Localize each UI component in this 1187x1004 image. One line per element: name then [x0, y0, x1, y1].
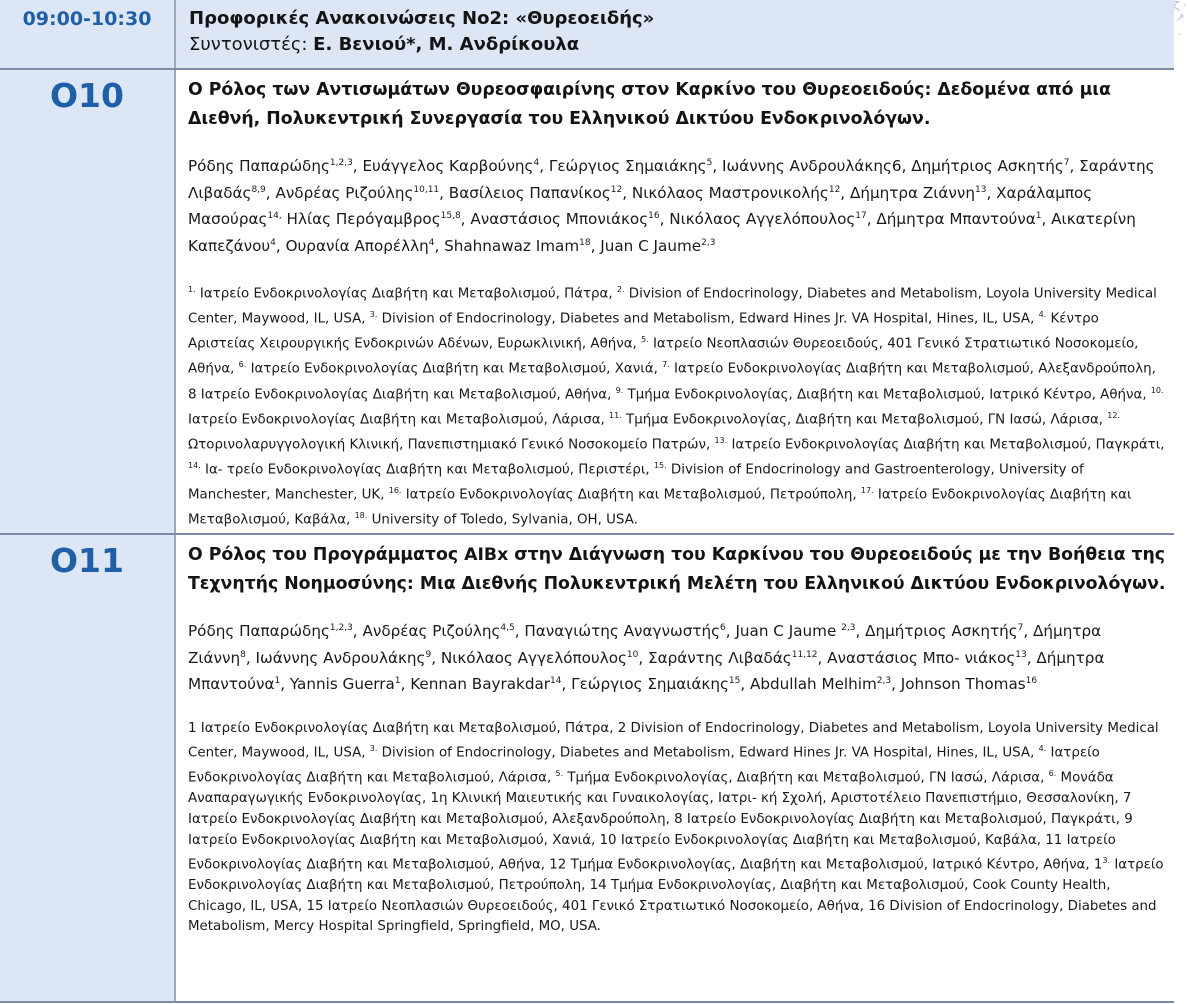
- author-name: Yannis Guerra: [289, 675, 395, 694]
- affiliation-number: 11.: [609, 410, 622, 420]
- author-name: Δήμητρα Ζιάννη: [188, 622, 1102, 667]
- author-name: Ιωάννης Ανδρουλάκης6: [721, 157, 902, 176]
- affiliation-text: Ιατρείο Ενδοκρινολογίας Διαβήτη και Μεταβολισμού, Παγκράτι,: [727, 437, 1165, 453]
- author-name: Αναστάσιος Μπονιάκος: [470, 210, 649, 229]
- affiliation-text: Τμήμα Ενδοκρινολογίας, Διαβήτη και Μεταβολισμού, Ιατρικό Κέντρο, Αθήνα,: [623, 386, 1151, 402]
- author-affiliation-index: 4: [533, 158, 540, 168]
- affiliation-number: 6.: [238, 360, 247, 370]
- affiliation-text: Ιατρείο Ενδοκρινολογίας Διαβήτη και Μεταβολισμού, Αλεξανδρούπολη, 8 Ιατρείο Ενδοκρινολογίας Διαβήτη και Μεταβολισμού, Αθήνα,: [188, 361, 1156, 402]
- author-affiliation-index: 10,11: [413, 184, 440, 195]
- author-list: Ρόδης Παπαρώδης$^{1,2,3}$, Ανδρέας Ριζούλης$^{4,5}$, Παναγιώτης Αναγνωστής$^6$, Juan C Jaume $^{2,3}$, Δημήτριος Ασκητής$^7$, Δήμητρα Ζιάννη$^8$, Ιωάννης Ανδρουλάκης$^9$, Νικόλαος Αγγελόπουλος$^{10}$, Σαράντης Λιβαδάς$^{11,12}$, Αναστάσιος Μπο- νιάκος$^{13}$, Δήμητρα Μπαντούνα$^1$, Yannis Guerra$^1$, Kennan Bayrakdar$^{14}$, Γεώργιος Σημαιάκης$^{15}$, Abdullah Melhim$^{2,3}$, Johnson Thomas$^{16}$: [188, 622, 1105, 694]
- affiliation-text: Ιατρείο Ενδοκρινολογίας Διαβήτη και Μεταβολισμού, Λάρισα,: [188, 412, 610, 428]
- author-affiliation-index: 12: [610, 184, 623, 195]
- author-affiliation-index: 9: [425, 649, 432, 660]
- abstract-title: Ο Ρόλος των Αντισωμάτων Θυρεοσφαιρίνης στον Καρκίνο του Θυρεοειδούς: Δεδομένα από μια Διεθνή, Πολυκεντρική Συνεργασία του Ελληνικού Δικτύου Ενδοκρινολόγων.: [188, 80, 1111, 129]
- author-affiliation-index: 15,8: [440, 211, 461, 222]
- author-affiliation-index: 4: [270, 237, 276, 248]
- session-moderators: [189, 32, 1174, 58]
- author-affiliation-index: 1,2,3: [329, 158, 353, 168]
- affiliation-number: 2.: [616, 285, 625, 295]
- affiliation-number: 6.: [1048, 769, 1057, 779]
- affiliation-list: [188, 719, 1166, 938]
- affiliation-text: Ιατρείο Ενδοκρινολογίας Διαβήτη και Μεταβολισμού, Λάρισα,: [188, 745, 1100, 786]
- affiliation-number: 9.: [615, 385, 624, 395]
- author-affiliation-index: 7: [1017, 623, 1024, 633]
- affiliation-text: Τμήμα Ενδοκρινολογίας, Διαβήτη και Μεταβολισμού, ΓΝ Ιασώ, Λάρισα,: [563, 770, 1049, 786]
- moderators-label: Συντονιστές:: [189, 34, 314, 55]
- author-affiliation-index: 14,: [267, 211, 282, 222]
- abstract-row: [0, 70, 1174, 533]
- author-name: Παναγιώτης Αναγνωστής: [524, 622, 721, 641]
- author-affiliation-index: 11,12: [791, 649, 818, 660]
- abstract-body: [174, 70, 1174, 533]
- author-name: Ουρανία Απορέλλη: [285, 236, 429, 255]
- affiliation-text: Κέντρο Αριστείας Χειρουργικής Ενδοκρινών Αδένων, Ευρωκλινική, Αθήνα,: [188, 311, 1099, 352]
- author-name: Ηλίας Περόγαμβρος: [286, 210, 441, 229]
- affiliation-number: 12.: [1107, 410, 1121, 420]
- author-name: Νικόλαος Αγγελόπουλος: [440, 648, 627, 667]
- author-affiliation-index: 16: [648, 211, 660, 222]
- affiliation-text: Τμήμα Ενδοκρινολογίας, Διαβήτη και Μεταβολισμού, ΓΝ Ιασώ, Λάρισα,: [621, 412, 1108, 428]
- page-edge-mark: ζ ⋅ ↗ ˎ: [1173, 0, 1187, 36]
- affiliation-text: Ωτορινολαρυγγολογική Κλινική, Πανεπιστημιακό Γενικό Νοσοκομείο Πατρών,: [188, 437, 715, 453]
- author-name: Johnson Thomas: [900, 675, 1026, 694]
- affiliation-number: 3.: [369, 744, 378, 754]
- author-name: Σαράντης Λιβαδάς: [188, 157, 1155, 202]
- affiliation-number: 17.: [860, 485, 874, 495]
- author-affiliation-index: 7: [1063, 158, 1070, 168]
- author-name: Ρόδης Παπαρώδης: [188, 157, 330, 176]
- author-affiliation-index: 6: [720, 623, 726, 633]
- author-name: Νικόλαος Αγγελόπουλος: [669, 210, 856, 229]
- affiliation-text: Μονάδα Αναπαραγωγικής Ενδοκρινολογίας, 1η Κλινική Μαιευτικής και Γυναικολογίας, Ιατρι- κή Σχολή, Αριστοτέλειο Πανεπιστήμιο, Θεσσαλονίκη, 7 Ιατρείο Ενδοκρινολογίας Διαβήτη και Μεταβολισμού, Αλεξανδρούπολη, 8 Ιατρείο Ενδοκρινολογίας Διαβήτη και Μεταβολισμού, Παγκράτι, 9 Ιατρείο Ενδοκρινολογίας Διαβήτη και Μεταβολισμού, Χανιά, 10 Ιατρείο Ενδοκρινολογίας Διαβήτη και Μεταβολισμού, Καβάλα, 11 Ιατρείο Ενδοκρινολογίας Διαβήτη και Μεταβολισμού, Αθήνα, 12 Τμήμα Ενδοκρινολογίας, Διαβήτη και Μεταβολισμού, Ιατρικό Κέντρο, Αθήνα, 1: [188, 770, 1133, 873]
- author-affiliation-index: 2,3: [701, 237, 716, 248]
- author-name: Juan C Jaume: [600, 236, 702, 255]
- abstract-body: [174, 535, 1174, 1002]
- author-name: Δήμητρα Μπαντούνα: [876, 210, 1036, 229]
- author-name: Γεώργιος Σημαιάκης: [571, 675, 729, 694]
- author-name: Δημήτριος Ασκητής: [865, 622, 1018, 641]
- author-name: Δημήτριος Ασκητής: [911, 157, 1064, 176]
- author-name: Ανδρέας Ριζούλης: [275, 183, 414, 202]
- affiliation-number: 13.: [714, 435, 728, 445]
- author-affiliation-index: 14: [550, 676, 562, 687]
- affiliation-number: 3.: [1102, 856, 1111, 866]
- author-affiliation-index: 4: [428, 237, 435, 248]
- abstract-code: O11: [0, 535, 174, 1002]
- author-affiliation-index: 4,5: [500, 623, 515, 633]
- affiliation-number: 18.: [354, 510, 368, 520]
- author-name: Βασίλειος Παπανίκος: [448, 183, 611, 202]
- author-name: Σαράντης Λιβαδάς: [648, 648, 792, 667]
- affiliation-number: 7.: [662, 360, 670, 370]
- affiliation-text: Ια- τρείο Ενδοκρινολογίας Διαβήτη και Μεταβολισμού, Περιστέρι,: [200, 462, 654, 478]
- author-name: Ρόδης Παπαρώδης: [188, 622, 330, 641]
- author-name: Δήμητρα Ζιάννη: [849, 183, 976, 202]
- author-affiliation-index: 13: [1015, 649, 1027, 660]
- author-affiliation-index: 1: [1035, 211, 1042, 222]
- affiliation-number: 14.: [188, 460, 201, 470]
- author-affiliation-index: 1,2,3: [329, 623, 353, 633]
- abstract-row: [0, 535, 1174, 1002]
- affiliation-text: Ιατρείο Ενδοκρινολογίας Διαβήτη και Μεταβολισμού, Πάτρα,: [195, 286, 617, 302]
- affiliation-text: Division of Endocrinology, Diabetes and Metabolism, Edward Hines Jr. VA Hospital, Hines, IL, USA,: [377, 311, 1039, 327]
- author-name: Αικατερίνη Καπεζάνου: [188, 210, 1136, 255]
- session-time: 09:00-10:30: [0, 0, 174, 68]
- author-affiliation-index: 8: [240, 649, 246, 660]
- affiliation-list: [188, 280, 1166, 531]
- author-name: Αναστάσιος Μπο- νιάκος: [827, 648, 1016, 667]
- affiliation-number: 5.: [555, 769, 564, 779]
- author-name: Kennan Bayrakdar: [410, 675, 551, 694]
- session-info: [174, 0, 1174, 68]
- author-affiliation-index: 12: [828, 184, 841, 195]
- affiliation-number: 3.: [369, 310, 378, 320]
- session-header-row: [0, 0, 1174, 70]
- author-name: Ιωάννης Ανδρουλάκης: [255, 648, 426, 667]
- affiliation-text: University of Toledo, Sylvania, OH, USA.: [367, 512, 638, 528]
- affiliation-number: 5.: [641, 335, 649, 345]
- author-name: Χαράλαμπος Μασούρας: [188, 183, 1093, 229]
- affiliation-text: Ιατρείο Ενδοκρινολογίας Διαβήτη και Μεταβολισμού, Πετρούπολη,: [401, 487, 861, 503]
- affiliation-text: Division of Endocrinology, Diabetes and Metabolism, Loyola University Medical Center, Maywood, IL, USA,: [188, 286, 1157, 327]
- author-affiliation-index: 13: [975, 184, 987, 195]
- author-name: Shahnawaz Imam: [444, 236, 580, 255]
- author-name: Νικόλαος Μαστρονικολής: [631, 183, 829, 202]
- session-title: Προφορικές Ανακοινώσεις Νο2: «Θυρεοειδής»: [189, 8, 655, 29]
- author-affiliation-index: 15: [728, 676, 741, 687]
- author-affiliation-index: 2,3: [876, 676, 892, 687]
- author-affiliation-index: 10: [626, 649, 639, 660]
- affiliation-text: 1 Ιατρείο Ενδοκρινολογίας Διαβήτη και Μεταβολισμού, Πάτρα, 2 Division of Endocrinology, Diabetes and Metabolism, Loyola University Medical Center, Maywood, IL, USA,: [188, 720, 1159, 761]
- author-affiliation-index: 18: [579, 237, 591, 248]
- author-name: Abdullah Melhim: [749, 675, 877, 694]
- affiliation-text: Division of Endocrinology, Diabetes and Metabolism, Edward Hines Jr. VA Hospital, Hines, IL, USA,: [377, 745, 1039, 761]
- affiliation-text: Ιατρείο Νεοπλασιών Θυρεοειδούς, 401 Γενικό Στρατιωτικό Νοσοκομείο, Αθήνα,: [188, 336, 1139, 377]
- author-affiliation-index: 2,3: [841, 623, 856, 633]
- author-affiliation-index: 16: [1025, 676, 1038, 687]
- divider: [0, 1001, 1174, 1003]
- author-name: Ανδρέας Ριζούλης: [362, 622, 501, 641]
- moderators-names: Ε. Βενιού*, Μ. Ανδρίκουλα: [313, 34, 580, 55]
- author-name: Ευάγγελος Καρβούνης: [362, 157, 534, 176]
- author-name: Juan C Jaume: [735, 622, 842, 641]
- author-name: Γεώργιος Σημαιάκης: [548, 157, 707, 176]
- affiliation-text: Ιατρείο Ενδοκρινολογίας Διαβήτη και Μεταβολισμού, Καβάλα,: [188, 487, 1132, 528]
- author-name: Δήμητρα Μπαντούνα: [188, 648, 1105, 694]
- author-affiliation-index: 17: [855, 211, 867, 222]
- affiliation-text: Division of Endocrinology and Gastroenterology, University of Manchester, Manchester, UK,: [188, 462, 1084, 503]
- affiliation-text: Ιατρείο Ενδοκρινολογίας Διαβήτη και Μεταβολισμού, Χανιά,: [246, 361, 663, 377]
- abstract-title: Ο Ρόλος του Προγράμματος AIBx στην Διάγνωση του Καρκίνου του Θυρεοειδούς με την Βοήθεια της Τεχνητής Νοημοσύνης: Μια Διεθνής Πολυκεντρική Μελέτη του Ελληνικού Δικτύου Ενδοκρινολόγων.: [188, 545, 1166, 594]
- affiliation-number: 4.: [1038, 744, 1047, 754]
- author-affiliation-index: 5: [706, 158, 713, 168]
- author-affiliation-index: 1: [394, 676, 401, 687]
- affiliation-text: Ιατρείο Ενδοκρινολογίας Διαβήτη και Μεταβολισμού, Πετρούπολη, 14 Τμήμα Ενδοκρινολογίας, Διαβήτη και Μεταβολισμού, Cook County Health, Chicago, IL, USA, 15 Ιατρείο Νεοπλασιών Θυρεοειδούς, 401 Γενικό Στρατιωτικό Νοσοκομείο, Αθήνα, 16 Division of Endocrinology, Diabetes and Metabolism, Mercy Hospital Springfield, Springfield, MO, USA.: [188, 857, 1164, 935]
- abstract-code: O10: [0, 70, 174, 533]
- affiliation-number: 15.: [653, 460, 667, 470]
- affiliation-number: 10.: [1150, 385, 1164, 395]
- author-affiliation-index: 1: [274, 676, 281, 687]
- affiliation-number: 4.: [1038, 310, 1047, 320]
- affiliation-number: 1.: [188, 285, 196, 295]
- author-affiliation-index: 8,9: [251, 184, 266, 195]
- affiliation-number: 16.: [388, 485, 402, 495]
- author-list: Ρόδης Παπαρώδης$^{1,2,3}$, Ευάγγελος Καρβούνης$^4$, Γεώργιος Σημαιάκης$^5$, Ιωάννης Ανδρουλάκης6, Δημήτριος Ασκητής$^7$, Σαράντης Λιβαδάς$^{8,9}$, Ανδρέας Ριζούλης$^{10,11}$, Βασίλειος Παπανίκος$^{12}$, Νικόλαος Μαστρονικολής$^{12}$, Δήμητρα Ζιάννη$^{13}$, Χαράλαμπος Μασούρας$^{14,}$ Ηλίας Περόγαμβρος$^{15,8}$, Αναστάσιος Μπονιάκος$^{16}$, Νικόλαος Αγγελόπουλος$^{17}$, Δήμητρα Μπαντούνα$^1$, Αικατερίνη Καπεζάνου$^4$, Ουρανία Απορέλλη$^4$, Shahnawaz Imam$^{18}$, Juan C Jaume$^{2,3}$: [188, 157, 1155, 255]
